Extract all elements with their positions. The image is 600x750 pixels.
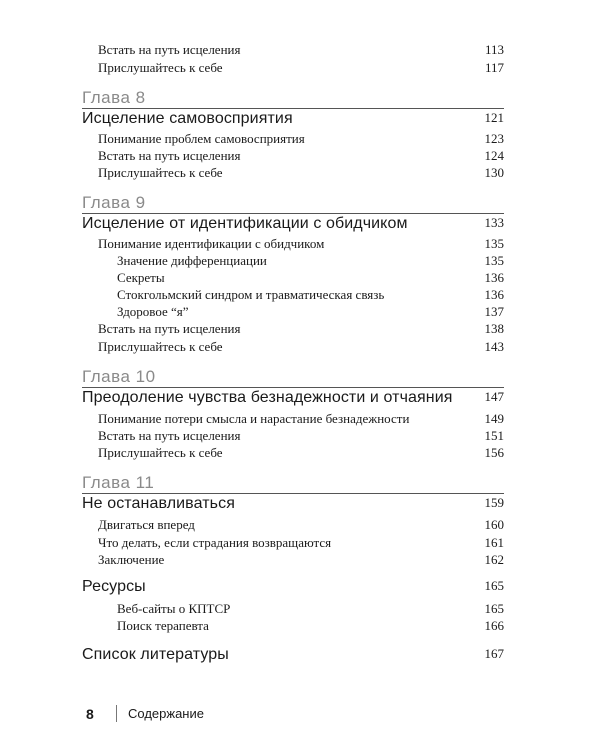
toc-subentry: Веб-сайты о КПТСР 165 <box>117 601 504 616</box>
chapter-label: Глава 8 <box>82 88 146 107</box>
toc-subentry: Поиск терапевта 166 <box>117 618 504 633</box>
chapter-rule <box>82 213 504 214</box>
toc-entry: Понимание проблем самовосприятия 123 <box>98 131 504 146</box>
running-footer-title: Содержание <box>128 706 204 721</box>
toc-entry: Понимание идентификации с обидчиком 135 <box>98 236 504 251</box>
toc-subentry: Здоровое “я” 137 <box>117 304 504 319</box>
toc-entry: Что делать, если страдания возвращаются 161 <box>98 535 504 550</box>
toc-entry: Прислушайтесь к себе 117 <box>98 60 504 75</box>
toc-subentry: Значение дифференциации 135 <box>117 253 504 268</box>
toc-entry: Встать на путь исцеления 124 <box>98 148 504 163</box>
toc-entry: Заключение 162 <box>98 552 504 567</box>
toc-entry: Встать на путь исцеления 151 <box>98 428 504 443</box>
toc-entry: Встать на путь исцеления 113 <box>98 42 504 57</box>
chapter-rule <box>82 493 504 494</box>
chapter-heading: Исцеление самовосприятия 121 <box>82 110 504 127</box>
chapter-rule <box>82 108 504 109</box>
chapter-rule <box>82 387 504 388</box>
toc-entry: Двигаться вперед 160 <box>98 517 504 532</box>
toc-subentry: Секреты 136 <box>117 270 504 285</box>
toc-entry: Прислушайтесь к себе 156 <box>98 445 504 460</box>
toc-entry: Встать на путь исцеления 138 <box>98 321 504 336</box>
footer-divider <box>116 705 117 722</box>
chapter-label: Глава 10 <box>82 367 156 386</box>
chapter-heading: Не останавливаться 159 <box>82 495 504 512</box>
chapter-label: Глава 9 <box>82 193 146 212</box>
chapter-label: Глава 11 <box>82 473 155 492</box>
section-heading: Список литературы 167 <box>82 646 504 663</box>
chapter-heading: Исцеление от идентификации с обидчиком 133 <box>82 215 504 232</box>
toc-entry: Прислушайтесь к себе 143 <box>98 339 504 354</box>
toc-entry: Понимание потери смысла и нарастание безнадежности 149 <box>98 411 504 426</box>
chapter-heading: Преодоление чувства безнадежности и отчаяния 147 <box>82 389 504 406</box>
toc-entry: Прислушайтесь к себе 130 <box>98 165 504 180</box>
section-heading: Ресурсы 165 <box>82 578 504 595</box>
page-number: 8 <box>86 706 94 722</box>
toc-subentry: Стокгольмский синдром и травматическая связь 136 <box>117 287 504 302</box>
